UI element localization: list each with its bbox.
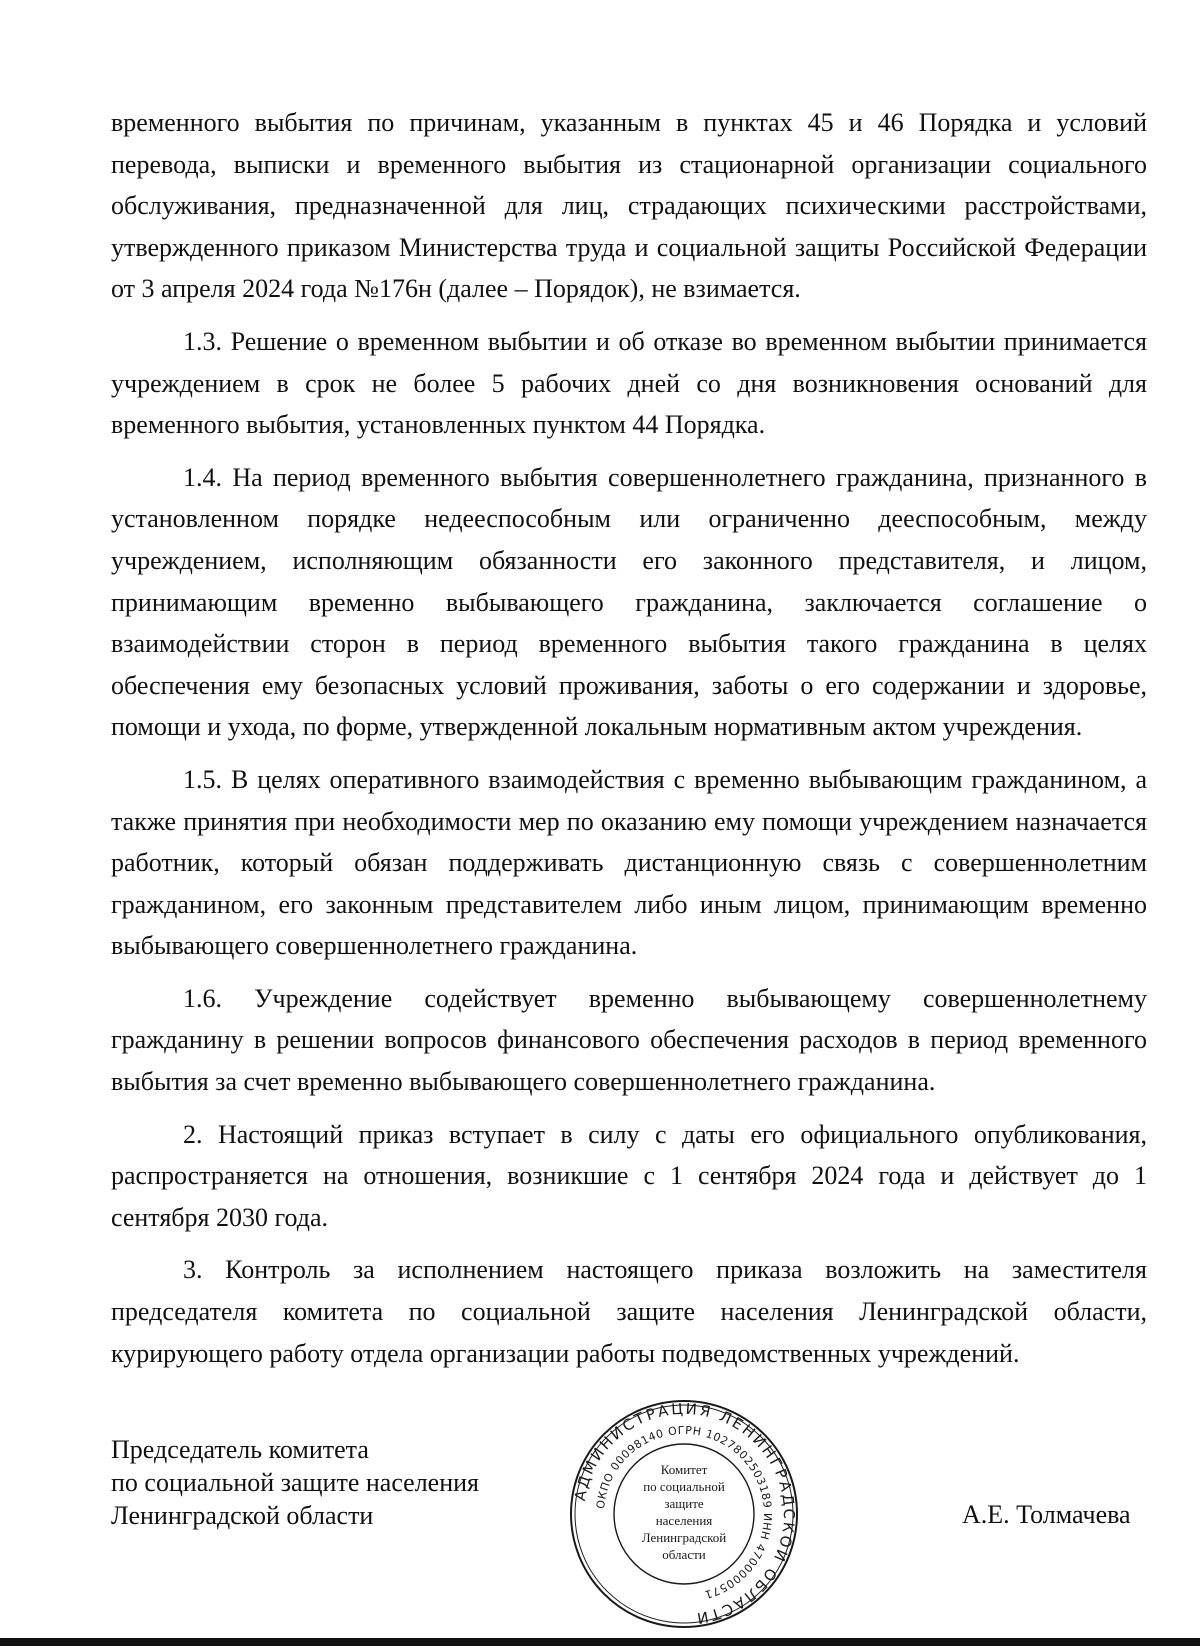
position-line: по социальной защите населения bbox=[111, 1468, 480, 1497]
seal-inner-ring-text: ОКПО 00098140 ОГРН 1027802503189 ИНН 4700000571 bbox=[594, 1423, 775, 1602]
position-line: Председатель комитета bbox=[111, 1435, 369, 1464]
paragraph-2: 2. Настоящий приказ вступает в силу с даты его официального опубликования, распространяется на отношения, возникшие с 1 сентября 2024 года и действует до 1 сентября 2030 года. bbox=[111, 1119, 1147, 1232]
seal-center-line: Ленинградской bbox=[641, 1530, 727, 1545]
signer-name: А.Е. Толмачева bbox=[962, 1500, 1131, 1529]
paragraph-1-5: 1.5. В целях оперативного взаимодействия с временно выбывающим гражданином, а также принятия при необходимости мер по оказанию ему помощи учреждением назначается работник, который обязан поддерживать дистанционную связь с совершеннолетним гражданином, его законным представителем либо иным лицом, принимающим временно выбывающего совершеннолетнего гражданина. bbox=[111, 764, 1147, 961]
document-body bbox=[111, 102, 1147, 1385]
signatory-position bbox=[111, 1433, 531, 1532]
page-bottom-edge bbox=[0, 1638, 1200, 1646]
seal-center-line: Комитет bbox=[660, 1462, 708, 1477]
seal-center-line: защите bbox=[664, 1496, 704, 1511]
position-line: Ленинградской области bbox=[111, 1501, 374, 1530]
seal-center-line: населения bbox=[655, 1513, 713, 1528]
seal-center-line: области bbox=[662, 1547, 706, 1562]
official-seal bbox=[568, 1398, 800, 1630]
paragraph-1-6: 1.6. Учреждение содействует временно выбывающему совершеннолетнему гражданину в решении вопросов финансового обеспечения расходов в период временного выбытия за счет временно выбывающего совершеннолетнего гражданина. bbox=[111, 983, 1147, 1097]
seal-center-line: по социальной bbox=[643, 1479, 725, 1494]
paragraph-3: 3. Контроль за исполнением настоящего приказа возложить на заместителя председателя комитета по социальной защите населения Ленинградской области, курирующего работу отдела организации работы подведомственных учреждений. bbox=[111, 1255, 1147, 1368]
seal-outer-ring-text: АДМИНИСТРАЦИЯ ЛЕНИНГРАДСКОЙ ОБЛАСТИ bbox=[570, 1399, 799, 1628]
paragraph-continuation: временного выбытия по причинам, указанным в пунктах 45 и 46 Порядка и условий перевода, выписки и временного выбытия из стационарной организации социального обслуживания, предназначенной для лиц, страдающих психическими расстройствами, утвержденного приказом Министерства труда и социальной защиты Российской Федерации от 3 апреля 2024 года №176н (далее – Порядок), не взимается. bbox=[111, 108, 1147, 304]
seal-center-text bbox=[642, 1462, 727, 1562]
paragraph-1-4: 1.4. На период временного выбытия совершеннолетнего гражданина, признанного в установленном порядке недееспособным или ограниченно дееспособным, между учреждением, исполняющим обязанности его законного представителя, и лицом, принимающим временно выбывающего гражданина, заключается соглашение о взаимодействии сторон в период временного выбытия такого гражданина в целях обеспечения ему безопасных условий проживания, заботы о его содержании и здоровье, помощи и ухода, по форме, утвержденной локальным нормативным актом учреждения. bbox=[111, 462, 1147, 742]
paragraph-1-3: 1.3. Решение о временном выбытии и об отказе во временном выбытии принимается учреждением в срок не более 5 рабочих дней со дня возникновения оснований для временного выбытия, установленных пунктом 44 Порядка. bbox=[111, 326, 1147, 440]
